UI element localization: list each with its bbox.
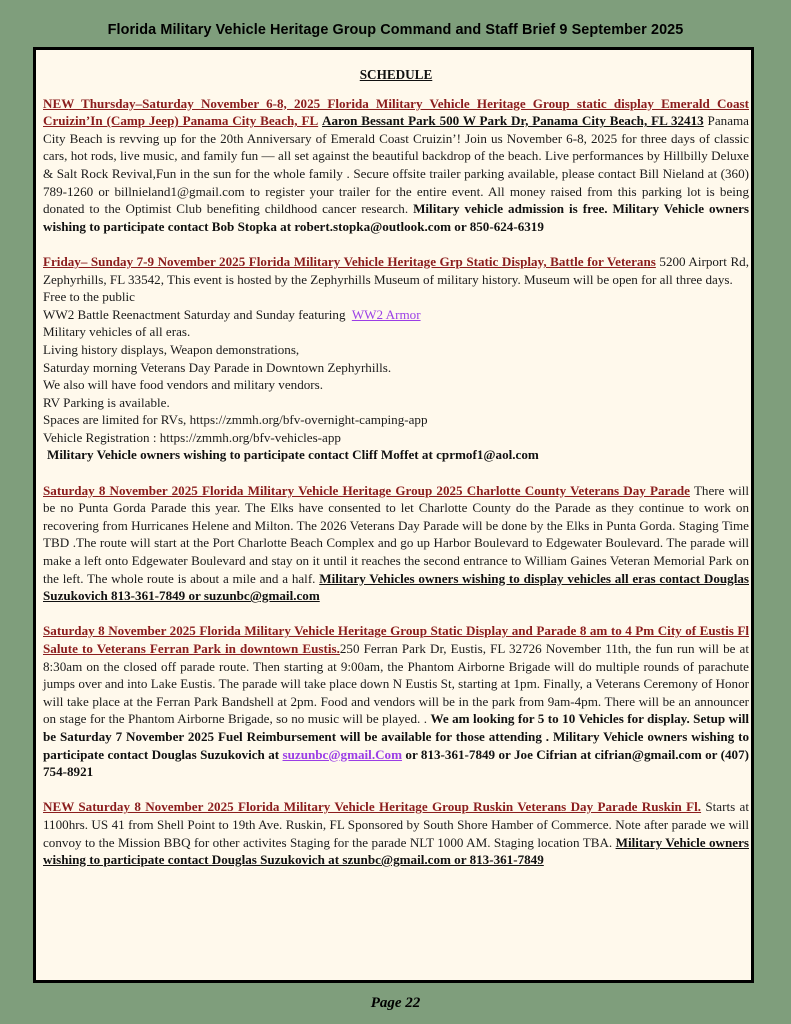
event-contact: Military Vehicle owners wishing to participate contact Douglas Suzukovich at szunbc@gmail.com or 813-361-7849	[43, 834, 749, 868]
event-title: Friday– Sunday 7-9 November 2025 Florida Military Vehicle Heritage Grp Static Display, Battle for Veterans	[43, 253, 656, 269]
event-line: Saturday morning Veterans Day Parade in Downtown Zephyrhills.	[43, 359, 392, 375]
email-link[interactable]: suzunbc@gmail.Com	[282, 746, 403, 762]
event-title: NEW Saturday 8 November 2025 Florida Military Vehicle Heritage Group Ruskin Veterans Day Parade Ruskin Fl.	[43, 799, 702, 815]
event-contact: We am looking for 5 to 10 Vehicles for display. Setup will be Saturday 7 November 2025 Fuel Reimbursement will be available for those attending . Military Vehicle owners wishing to participate contact Douglas Suzukovich at	[43, 711, 749, 762]
page-number: Page 22	[370, 995, 421, 1011]
schedule-content	[43, 66, 749, 886]
event-line: Vehicle Registration : https://zmmh.org/bfv-vehicles-app	[43, 429, 341, 445]
event-title: Saturday 8 November 2025 Florida Military Vehicle Heritage Group Static Display and Parade 8 am to 4 Pm City of Eustis Fl Salute to Veterans Ferran Park in downtown Eustis.	[43, 623, 749, 656]
event-contact: Military Vehicle owners wishing to participate contact Cliff Moffet at cprmof1@aol.com	[47, 447, 539, 463]
event-eustis	[43, 622, 749, 780]
event-location: Aaron Bessant Park 500 W Park Dr, Panama City Beach, FL 32413	[322, 113, 704, 129]
event-body: 250 Ferran Park Dr, Eustis, FL 32726 November 11th, the fun run will be at 8:30am on the closed off parade route. Then starting at 9:00am, the Phantom Airborne Brigade will do multiple rounds of parachute jumps over and into Lake Eustis. The parade will take place down N Eustis St, starting at 1pm. Finally, a Veterans Ceremony of Honor will take place at the Ferran Park Bandshell at 2pm. Food and vendors will be in the park from 9am-4pm. There will be an announcer on stage for the Phantom Airborne Brigade, so no music will be played. .	[43, 641, 750, 727]
event-title: NEW Thursday–Saturday November 6-8, 2025 Florida Military Vehicle Heritage Group static display Emerald Coast Cruizin’In (Camp Jeep) Panama City Beach, FL	[43, 95, 749, 129]
event-title: Saturday 8 November 2025 Florida Military Vehicle Heritage Group 2025 Charlotte County Veterans Day Parade	[43, 482, 690, 498]
event-ruskin	[43, 798, 749, 868]
event-line: Living history displays, Weapon demonstrations,	[43, 341, 300, 357]
event-line: Spaces are limited for RVs, https://zmmh.org/bfv-overnight-camping-app	[43, 412, 428, 428]
event-line: WW2 Battle Reenactment Saturday and Sunday featuring WW2 Armor	[43, 306, 421, 322]
event-contact: Military vehicle admission is free. Military Vehicle owners wishing to participate contact Bob Stopka at robert.stopka@outlook.com or 850-624-6319	[43, 201, 750, 234]
event-emerald-coast	[43, 95, 749, 236]
event-line: RV Parking is available.	[43, 394, 170, 410]
content-panel-inner	[36, 50, 751, 980]
ww2-armor-link[interactable]: WW2 Armor	[351, 306, 421, 322]
event-contact-end: or 813-361-7849 or Joe Cifrian at cifrian@gmail.com or (407) 754-8921	[43, 746, 750, 780]
event-body: There will be no Punta Gorda Parade this year. The Elks have consented to let Charlotte County do the Parade as they continue to work on recovering from Hurricanes Helene and Milton. The 2026 Veterans Day Parade will be done by the Elks in Punta Gorda. Staging Time TBD .The route will start at the Port Charlotte Beach Complex and go up Harbor Boulevard to Edgewater Boulevard. The parade will make a left onto Edgewater Boulevard and stay on it until it reaches the second entrance to William Gaines Veteran Memorial Park on the left. The whole route is about a mile and a half.	[43, 482, 750, 586]
event-line: We also will have food vendors and military vendors.	[43, 377, 324, 393]
event-body: Starts at 1100hrs. US 41 from Shell Point to 19th Ave. Ruskin, FL Sponsored by South Shore Hamber of Commerce. Note after parade we will convoy to the Mission BBQ for other activites Staging for the parade NLT 1000 AM. Staging location TBA.	[43, 799, 749, 850]
event-body: Panama City Beach is revving up for the 20th Anniversary of Emerald Coast Cruizin’! Join us November 6-8, 2025 for three days of classic cars, hot rods, live music, and family fun — all set against the beautiful backdrop of the beach. Live performances by Hillbilly Deluxe & Salt Rock Revival,Fun in the sun for the whole family . Secure offsite trailer parking available, please contact Bill Nieland at (360) 789-1260 or billnieland1@gmail.com to register your trailer for the entire event. All money raised from this parking lot is being donated to the Optimist Club benefiting childhood cancer research.	[43, 113, 749, 217]
event-charlotte-county	[43, 482, 749, 605]
event-line: Military vehicles of all eras.	[43, 324, 191, 340]
event-line: Free to the public	[43, 289, 135, 305]
event-body: 5200 Airport Rd, Zephyrhills, FL 33542, This event is hosted by the Zephyrhills Museum of military history. Museum will be open for all three days.	[43, 253, 749, 287]
event-battle-for-veterans	[43, 253, 749, 464]
newsletter-header: Florida Military Vehicle Heritage Group Command and Staff Brief 9 September 2025	[107, 22, 684, 38]
event-contact: Military Vehicles owners wishing to display vehicles all eras contact Douglas Suzukovich 813-361-7849 or suzunbc@gmail.com	[43, 570, 749, 604]
content-panel	[33, 47, 754, 983]
schedule-heading: SCHEDULE	[359, 67, 433, 82]
